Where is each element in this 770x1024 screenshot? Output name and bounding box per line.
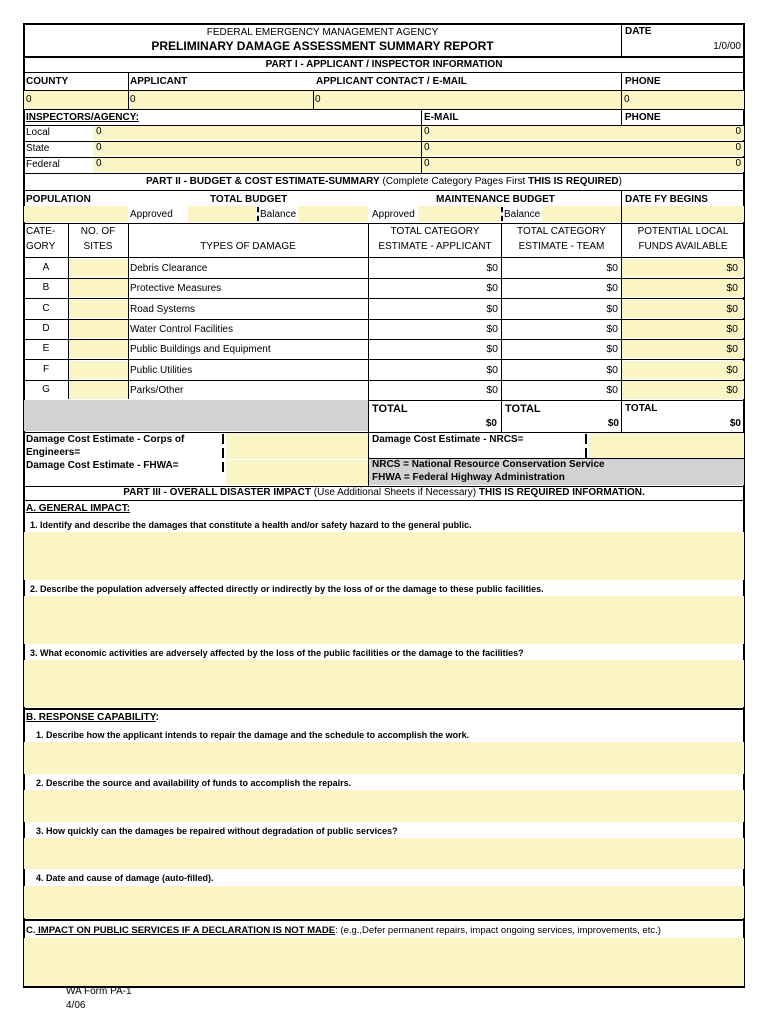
phone-label: PHONE bbox=[625, 76, 661, 87]
answer-a1[interactable] bbox=[24, 532, 744, 580]
sites-count-field[interactable] bbox=[69, 320, 128, 338]
damage-type: Water Control Facilities bbox=[130, 324, 233, 335]
phone2-label: PHONE bbox=[625, 112, 661, 123]
maint-budget-balance-label: Balance bbox=[504, 209, 541, 220]
estimate-applicant: $0 bbox=[486, 282, 498, 294]
question-b4: 4. Date and cause of damage (auto-filled). bbox=[36, 873, 214, 883]
question-a3: 3. What economic activities are adversely affected by the loss of the public facilities or the damage to the facilities? bbox=[30, 648, 524, 658]
local-funds-field[interactable]: $0 bbox=[622, 381, 744, 399]
section-a-title: A. GENERAL IMPACT: bbox=[26, 503, 131, 514]
damage-type: Public Utilities bbox=[130, 365, 193, 376]
totals-gray-area bbox=[24, 400, 368, 431]
part3-heading: PART III - OVERALL DISASTER IMPACT (Use Additional Sheets if Necessary) THIS IS REQUIRED INFORMATION. bbox=[123, 487, 645, 498]
col-sites-2: SITES bbox=[83, 241, 113, 252]
form-date: 4/06 bbox=[66, 1000, 86, 1011]
category-letter: B bbox=[42, 282, 50, 293]
total-budget-approved-field[interactable] bbox=[188, 206, 256, 222]
phone-field[interactable]: 0 bbox=[622, 91, 744, 109]
col-team-2: ESTIMATE - TEAM bbox=[518, 241, 605, 252]
damage-type: Debris Clearance bbox=[130, 263, 208, 274]
contact-field[interactable]: 0 bbox=[314, 91, 621, 109]
local-funds-field[interactable]: $0 bbox=[622, 259, 744, 277]
inspectors-label: INSPECTORS/AGENCY: bbox=[26, 112, 139, 123]
local-funds-field[interactable]: $0 bbox=[622, 340, 744, 358]
applicant-field[interactable]: 0 bbox=[129, 91, 313, 109]
category-letter: D bbox=[42, 323, 50, 334]
damage-type: Road Systems bbox=[130, 304, 196, 315]
part1-heading: PART I - APPLICANT / INSPECTOR INFORMATION bbox=[265, 59, 503, 70]
inspector-federal-email[interactable]: 0 0 bbox=[422, 157, 744, 172]
corps-label-1: Damage Cost Estimate - Corps of bbox=[26, 434, 185, 445]
estimate-team: $0 bbox=[606, 323, 618, 335]
nrcs-estimate-field[interactable] bbox=[589, 433, 744, 458]
inspector-agency-federal: Federal bbox=[26, 159, 60, 170]
sites-count-field[interactable] bbox=[69, 300, 128, 318]
col-sites-1: NO. OF bbox=[80, 226, 116, 237]
local-funds-field[interactable]: $0 bbox=[622, 361, 744, 379]
inspector-agency-local: Local bbox=[26, 127, 50, 138]
corps-label-2: Engineers= bbox=[26, 447, 81, 458]
maint-budget-balance-field[interactable] bbox=[542, 206, 621, 222]
total-label-applicant: TOTAL bbox=[372, 403, 408, 415]
damage-type: Public Buildings and Equipment bbox=[130, 344, 271, 355]
answer-b1[interactable] bbox=[24, 742, 744, 774]
sites-count-field[interactable] bbox=[69, 381, 128, 399]
nrcs-label: Damage Cost Estimate - NRCS= bbox=[372, 434, 524, 445]
total-local: $0 bbox=[729, 418, 741, 429]
maint-budget-approved-field[interactable] bbox=[418, 206, 500, 222]
col-applicant-1: TOTAL CATEGORY bbox=[390, 226, 480, 237]
col-applicant-2: ESTIMATE - APPLICANT bbox=[378, 241, 492, 252]
total-applicant: $0 bbox=[485, 418, 497, 429]
estimate-applicant: $0 bbox=[486, 323, 498, 335]
date-label: DATE bbox=[625, 26, 652, 37]
report-title: PRELIMINARY DAMAGE ASSESSMENT SUMMARY REPORT bbox=[151, 39, 494, 53]
fhwa-estimate-field[interactable] bbox=[226, 460, 368, 485]
inspector-local-email[interactable]: 0 0 bbox=[422, 125, 744, 140]
estimate-applicant: $0 bbox=[486, 343, 498, 355]
question-b3: 3. How quickly can the damages be repaired without degradation of public services? bbox=[36, 826, 398, 836]
contact-label: APPLICANT CONTACT / E-MAIL bbox=[316, 76, 467, 87]
estimate-applicant: $0 bbox=[486, 262, 498, 274]
county-field[interactable]: 0 bbox=[24, 91, 128, 109]
col-category-2: GORY bbox=[26, 241, 56, 252]
date-value[interactable]: 1/0/00 bbox=[713, 41, 741, 52]
answer-b2[interactable] bbox=[24, 790, 744, 822]
date-fy-label: DATE FY BEGINS bbox=[625, 194, 708, 205]
inspector-local-name[interactable]: 0 bbox=[93, 125, 421, 140]
total-team: $0 bbox=[607, 418, 619, 429]
damage-type: Parks/Other bbox=[130, 385, 184, 396]
population-field[interactable] bbox=[24, 206, 128, 222]
sites-count-field[interactable] bbox=[69, 361, 128, 379]
agency-name: FEDERAL EMERGENCY MANAGEMENT AGENCY bbox=[206, 27, 439, 38]
estimate-team: $0 bbox=[606, 303, 618, 315]
category-letter: A bbox=[42, 262, 50, 273]
col-category-1: CATE- bbox=[26, 226, 56, 237]
county-label: COUNTY bbox=[26, 76, 69, 87]
fhwa-label: Damage Cost Estimate - FHWA= bbox=[26, 460, 179, 471]
estimate-team: $0 bbox=[606, 364, 618, 376]
total-budget-balance-field[interactable] bbox=[298, 206, 368, 222]
col-team-1: TOTAL CATEGORY bbox=[517, 226, 606, 237]
local-funds-field[interactable]: $0 bbox=[622, 279, 744, 297]
corps-estimate-field[interactable] bbox=[226, 433, 368, 459]
fhwa-note: FHWA = Federal Highway Administration bbox=[372, 472, 565, 483]
category-letter: E bbox=[42, 343, 50, 354]
email-label: E-MAIL bbox=[424, 112, 459, 123]
inspector-agency-state: State bbox=[26, 143, 50, 154]
category-letter: G bbox=[42, 384, 50, 395]
section-c-title: C. IMPACT ON PUBLIC SERVICES IF A DECLARATION IS NOT MADE: (e.g.,Defer permanent repairs, impact ongoing services, improvements, etc.) bbox=[26, 925, 661, 936]
question-b1: 1. Describe how the applicant intends to repair the damage and the schedule to accomplish the work. bbox=[36, 730, 470, 740]
col-local-1: POTENTIAL LOCAL bbox=[637, 226, 729, 237]
total-budget-balance-label: Balance bbox=[260, 209, 297, 220]
inspector-federal-name[interactable]: 0 bbox=[93, 157, 421, 172]
answer-a3[interactable] bbox=[24, 660, 744, 707]
section-b-title: B. RESPONSE CAPABILITY: bbox=[26, 712, 159, 723]
col-local-2: FUNDS AVAILABLE bbox=[638, 241, 728, 252]
population-label: POPULATION bbox=[26, 194, 91, 205]
estimate-team: $0 bbox=[606, 282, 618, 294]
date-fy-field[interactable] bbox=[622, 206, 744, 222]
total-label-local: TOTAL bbox=[625, 403, 658, 414]
damage-type: Protective Measures bbox=[130, 283, 222, 294]
category-letter: C bbox=[42, 303, 50, 314]
local-funds-field[interactable]: $0 bbox=[622, 300, 744, 318]
form-id: WA Form PA-1 bbox=[66, 986, 132, 997]
estimate-applicant: $0 bbox=[486, 364, 498, 376]
maint-budget-approved-label: Approved bbox=[372, 209, 415, 220]
question-b2: 2. Describe the source and availability of funds to accomplish the repairs. bbox=[36, 778, 352, 788]
total-label-team: TOTAL bbox=[505, 403, 541, 415]
estimate-applicant: $0 bbox=[486, 384, 498, 396]
question-a2: 2. Describe the population adversely affected directly or indirectly by the loss of or the damage to these public facilities. bbox=[30, 584, 544, 594]
local-funds-field[interactable]: $0 bbox=[622, 320, 744, 338]
applicant-label: APPLICANT bbox=[130, 76, 188, 87]
col-types: TYPES OF DAMAGE bbox=[200, 241, 296, 252]
estimate-applicant: $0 bbox=[486, 303, 498, 315]
sites-count-field[interactable] bbox=[69, 340, 128, 358]
estimate-team: $0 bbox=[606, 343, 618, 355]
estimate-team: $0 bbox=[606, 384, 618, 396]
answer-b3[interactable] bbox=[24, 838, 744, 869]
sites-count-field[interactable] bbox=[69, 259, 128, 277]
category-letter: F bbox=[42, 364, 50, 375]
part2-heading: PART II - BUDGET & COST ESTIMATE-SUMMARY (Complete Category Pages First THIS IS REQUIRED) bbox=[145, 176, 622, 187]
question-a1: 1. Identify and describe the damages that constitute a health and/or safety hazard to the general public. bbox=[30, 520, 472, 530]
maintenance-budget-label: MAINTENANCE BUDGET bbox=[436, 194, 555, 205]
answer-c[interactable] bbox=[24, 938, 744, 986]
answer-b4[interactable] bbox=[24, 886, 744, 918]
answer-a2[interactable] bbox=[24, 596, 744, 644]
nrcs-note: NRCS = National Resource Conservation Service bbox=[372, 459, 605, 470]
total-budget-approved-label: Approved bbox=[130, 209, 173, 220]
total-budget-label: TOTAL BUDGET bbox=[210, 194, 288, 205]
inspector-state-name[interactable]: 0 bbox=[93, 141, 421, 156]
estimate-team: $0 bbox=[606, 262, 618, 274]
sites-count-field[interactable] bbox=[69, 279, 128, 297]
inspector-state-email[interactable]: 0 0 bbox=[422, 141, 744, 156]
